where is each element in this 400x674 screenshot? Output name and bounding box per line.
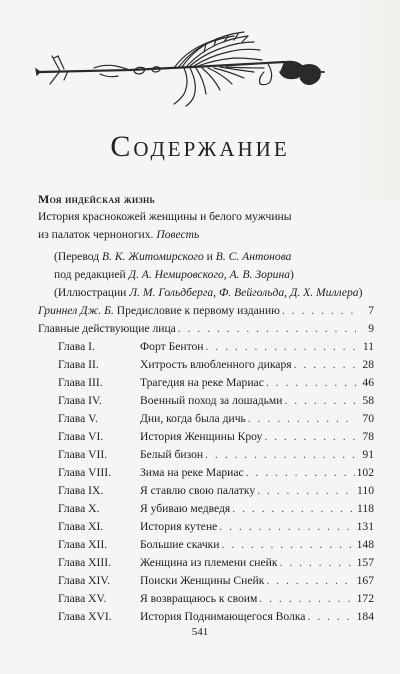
section-subtitle-line1 (38, 208, 374, 226)
page-number: 541 (191, 626, 209, 638)
chapter-number: Глава XIV. (58, 574, 111, 587)
dot-leader (264, 428, 356, 446)
entry-label (58, 356, 292, 374)
dot-leader (246, 464, 355, 482)
toc-entry-chapter[interactable] (38, 356, 374, 374)
chapter-title: Зима на реке Мариас (140, 466, 244, 479)
chapter-title: Военный поход за лошадьми (140, 394, 283, 407)
chapter-title: История Поднимающегося Волка (140, 610, 306, 623)
chapter-title: Форт Бентон (140, 340, 204, 353)
chapter-title: Женщина из племени снейк (140, 556, 278, 569)
entry-page-number: 70 (362, 412, 374, 425)
toc-entry-chapter[interactable] (38, 500, 374, 518)
toc-entry-chapter[interactable] (38, 410, 374, 428)
entry-title: Предисловие к первому изданию (113, 304, 280, 317)
credit-text: (Перевод (54, 250, 102, 263)
table-of-contents (38, 190, 374, 626)
entry-page-number: 131 (356, 520, 374, 533)
dot-leader (232, 500, 355, 518)
chapter-title: Я ставлю свою палатку (140, 484, 256, 497)
chapter-number: Глава VIII. (58, 466, 111, 479)
dot-leader (219, 518, 354, 536)
chapter-list (38, 338, 374, 626)
toc-entry-preface[interactable] (38, 302, 374, 320)
translation-credit-line2 (38, 266, 374, 284)
credit-text: (Иллюстрации (54, 286, 130, 299)
translation-credit-line1 (38, 248, 374, 266)
dot-leader (222, 536, 355, 554)
toc-entry-chapter[interactable] (38, 572, 374, 590)
entry-page-number: 110 (357, 484, 374, 497)
toc-entry-chapter[interactable] (38, 482, 374, 500)
translator-names: В. С. Антонова (215, 250, 292, 263)
entry-label (58, 554, 277, 572)
entry-page-number: 157 (356, 556, 374, 569)
entry-label (58, 410, 246, 428)
dot-leader (259, 590, 354, 608)
entry-label (58, 464, 244, 482)
entry-label (58, 572, 264, 590)
toc-entry-chapter[interactable] (38, 518, 374, 536)
subtitle-text: История краснокожей женщины и белого мужчины (38, 210, 292, 223)
dot-leader (205, 446, 356, 464)
toc-entry-chapter[interactable] (38, 536, 374, 554)
chapter-number: Глава XV. (58, 592, 107, 605)
chapter-number: Глава IX. (58, 484, 104, 497)
entry-page-number: 102 (356, 466, 374, 479)
dot-leader (257, 482, 355, 500)
dot-leader (248, 410, 356, 428)
entry-page-number: 9 (368, 322, 374, 335)
credit-text: ) (290, 268, 294, 281)
chapter-title: Я убиваю медведя (140, 502, 231, 515)
chapter-number: Глава XVI. (58, 610, 112, 623)
chapter-number: Глава XII. (58, 538, 108, 551)
toc-entry-chapter[interactable] (38, 446, 374, 464)
dot-leader (279, 554, 354, 572)
pipe-feathers-ornament-icon (34, 28, 330, 108)
entry-page-number: 148 (356, 538, 374, 551)
dot-leader (282, 302, 356, 320)
entry-label (58, 428, 262, 446)
entry-page-number: 172 (356, 592, 374, 605)
chapter-number: Глава II. (58, 358, 99, 371)
chapter-title: История кутене (140, 520, 218, 533)
toc-entry-chapter[interactable] (38, 428, 374, 446)
entry-title: Главные действующие лица (38, 322, 176, 335)
toc-entry-chapter[interactable] (38, 608, 374, 626)
chapter-number: Глава X. (58, 502, 100, 515)
entry-label (58, 338, 204, 356)
entry-page-number: 7 (368, 304, 374, 317)
chapter-title: История Женщины Кроу (140, 430, 263, 443)
entry-label (58, 392, 282, 410)
chapter-number: Глава III. (58, 376, 103, 389)
dot-leader (294, 356, 356, 374)
genre-label: Повесть (156, 228, 200, 241)
entry-page-number: 118 (357, 502, 374, 515)
chapter-title: Поиски Женщины Снейк (140, 574, 265, 587)
editor-names: Д. А. Немировского, А. В. Зорина (128, 268, 291, 281)
entry-author: Гриннел Дж. Б. (38, 304, 114, 317)
chapter-title: Белый бизон (140, 448, 204, 461)
toc-entry-chapter[interactable] (38, 392, 374, 410)
chapter-number: Глава VI. (58, 430, 104, 443)
entry-label (58, 590, 257, 608)
entry-page-number: 184 (356, 610, 374, 623)
chapter-number: Глава IV. (58, 394, 102, 407)
chapter-title: Я возвращаюсь к своим (140, 592, 258, 605)
entry-label (58, 518, 217, 536)
chapter-title: Дни, когда была дичь (140, 412, 246, 425)
dot-leader (266, 374, 356, 392)
dot-leader (307, 608, 354, 626)
entry-page-number: 167 (356, 574, 374, 587)
toc-entry-characters[interactable] (38, 320, 374, 338)
entry-label (58, 446, 203, 464)
section-subtitle-line2 (38, 226, 374, 244)
entry-label (58, 500, 230, 518)
toc-entry-chapter[interactable] (38, 338, 374, 356)
entry-label (58, 608, 305, 626)
toc-entry-chapter[interactable] (38, 374, 374, 392)
entry-page-number: 28 (362, 358, 374, 371)
entry-label (38, 302, 280, 320)
chapter-title: Большие скачки (140, 538, 220, 551)
dot-leader (178, 320, 356, 338)
toc-entry-chapter[interactable] (38, 464, 374, 482)
entry-page-number: 78 (362, 430, 374, 443)
illustrator-names: Л. М. Гольдберга, Ф. Вейгольда, Д. Х. Миллера (129, 286, 359, 299)
subtitle-text: из палаток черноногих. (38, 228, 157, 241)
entry-page-number: 58 (362, 394, 374, 407)
entry-label (58, 374, 264, 392)
chapter-number: Глава XI. (58, 520, 104, 533)
credit-text: ) (358, 286, 363, 299)
credit-text: под редакцией (54, 268, 129, 281)
entry-page-number: 46 (362, 376, 374, 389)
section-heading: Моя индейская жизнь (38, 192, 156, 206)
toc-entry-chapter[interactable] (38, 590, 374, 608)
credit-text: и (203, 250, 216, 263)
chapter-title: Трагедия на реке Мариас (140, 376, 264, 389)
entry-label (38, 320, 176, 338)
page-bleed-shadow (328, 0, 400, 200)
chapter-number: Глава I. (58, 340, 95, 353)
illustrations-credit (38, 284, 374, 302)
entry-page-number: 11 (362, 340, 374, 353)
chapter-number: Глава V. (58, 412, 98, 425)
page-title: Содержание (110, 130, 290, 163)
dot-leader (206, 338, 357, 356)
chapter-number: Глава XIII. (58, 556, 111, 569)
chapter-number: Глава VII. (58, 448, 108, 461)
entry-page-number: 91 (362, 448, 374, 461)
chapter-title: Хитрость влюбленного дикаря (140, 358, 292, 371)
dot-leader (266, 572, 354, 590)
entry-label (58, 536, 220, 554)
translator-names: В. К. Житомирского (101, 250, 204, 263)
entry-label (58, 482, 255, 500)
toc-entry-chapter[interactable] (38, 554, 374, 572)
dot-leader (284, 392, 356, 410)
